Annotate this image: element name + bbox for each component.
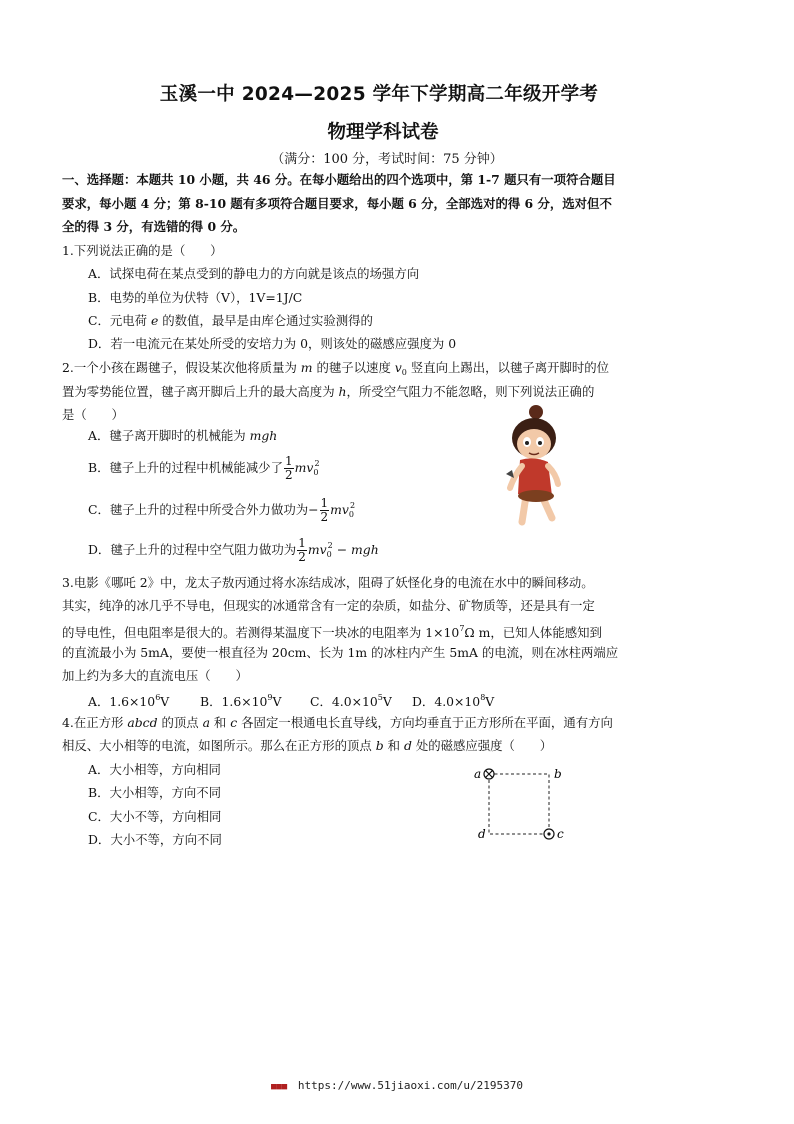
q3-text: Ω m，已知人体能感知到: [464, 625, 602, 640]
q4-var-b: b: [375, 738, 384, 753]
q3-option-d: [412, 692, 494, 710]
vertex-label-a: a: [474, 767, 482, 781]
q3-b-base: B．1.6×10: [200, 694, 268, 709]
q4-text: 处的磁感应强度（ ）: [411, 738, 553, 753]
expr-sub: 0: [348, 510, 354, 519]
frac-den: 2: [298, 550, 306, 564]
q2-text: 的毽子以速度: [312, 360, 395, 375]
q2-var-v: v: [394, 360, 402, 375]
q3-c-unit: V: [382, 694, 392, 709]
q2-option-c-text: C．毽子上升的过程中所受合外力做功为: [88, 502, 309, 517]
q2-text: 竖直向上踢出，以毽子离开脚时的位: [406, 360, 610, 375]
q3-stem-line3: [62, 621, 602, 641]
footer-url-link[interactable]: https://www.51jiaoxi.com/u/2195370: [297, 1079, 524, 1092]
q3-c-sup: 5: [377, 693, 383, 702]
q3-stem-line1: 3.电影《哪吒 2》中，龙太子敖丙通过将水冻结成冰，阻碍了妖怪化身的电流在水中的瞬间移动。: [62, 575, 594, 590]
vertex-label-c: c: [557, 827, 564, 841]
q2-var-sub: 0: [401, 368, 407, 377]
expr-sup: 2: [314, 459, 320, 468]
q2-option-d-text: D．毽子上升的过程中空气阻力做功为: [88, 542, 297, 557]
fraction-half: [320, 497, 330, 524]
q4-var-abcd: abcd: [127, 715, 158, 730]
footer-logo: ■■■: [270, 1082, 288, 1092]
q4-text: 和: [383, 738, 404, 753]
q1-option-d: D．若一电流元在某处所受的安培力为 0，则该处的磁感应强度为 0: [88, 336, 457, 351]
q2-option-a-expr: mgh: [249, 428, 278, 443]
q3-a-sup: 6: [155, 693, 161, 702]
q4-text: 各固定一根通电长直导线，方向均垂直于正方形所在平面，通有方向: [237, 715, 613, 730]
exam-meta: （满分：100 分，考试时间：75 分钟）: [271, 152, 503, 167]
q4-option-b: B．大小相等，方向不同: [88, 785, 222, 800]
q3-d-sup: 8: [480, 693, 486, 702]
vertex-label-d: d: [478, 827, 486, 841]
q1-option-a: A．试探电荷在某点受到的静电力的方向就是该点的场强方向: [88, 266, 420, 281]
q1-option-c-text1: C．元电荷: [88, 313, 151, 328]
page-title: 玉溪一中 2024—2025 学年下学期高二年级开学考: [159, 84, 599, 105]
vertex-label-b: b: [554, 767, 562, 781]
square-outline: [489, 774, 549, 834]
q3-stem-line5: 加上约为多大的直流电压（ ）: [62, 668, 248, 683]
hair-bun-icon: [529, 405, 543, 419]
q3-b-sup: 9: [267, 693, 273, 702]
frac-den: 2: [284, 468, 293, 482]
q3-b-unit: V: [272, 694, 282, 709]
dot-mark: [547, 832, 550, 835]
q4-text: 4.在正方形: [62, 715, 128, 730]
frac-num: 1: [298, 536, 306, 550]
q4-var-d: d: [403, 738, 412, 753]
q3-d-unit: V: [485, 694, 495, 709]
expr-mv: mv: [294, 460, 314, 475]
expr-sup: 2: [327, 541, 333, 550]
q4-stem-line2: [62, 738, 552, 754]
q4-var-a: a: [202, 715, 210, 730]
expr-mgh: − mgh: [332, 542, 379, 557]
q2-option-c: [88, 492, 355, 529]
q4-var-c: c: [230, 715, 238, 730]
section-instructions-line1: 一、选择题：本题共 10 小题，共 46 分。在每小题给出的四个选项中，第 1-7 题只有一项符合题目: [62, 172, 616, 187]
q2-text: ，所受空气阻力不能忽略，则下列说法正确的: [346, 384, 595, 399]
q1-option-c-text2: 的数值，最早是由库仑通过实验测得的: [158, 313, 373, 328]
q3-option-c: [310, 692, 392, 710]
q2-stem-line2: [62, 384, 594, 400]
q2-var-h: h: [338, 384, 347, 399]
expr-sub: 0: [326, 550, 332, 559]
pupil-right: [538, 441, 542, 445]
section-instructions-line2: 要求，每小题 4 分；第 8-10 题有多项符合题目要求，每小题 6 分，全部选对的得 6 分，选对但不: [62, 196, 612, 211]
fraction-half: [284, 455, 294, 482]
q3-d-base: D．4.0×10: [412, 694, 481, 709]
q4-option-d: D．大小不等，方向不同: [88, 832, 222, 847]
expr-sub: 0: [313, 468, 319, 477]
q2-stem-line3: 是（ ）: [62, 407, 124, 422]
q4-option-c: C．大小不等，方向相同: [88, 809, 222, 824]
q4-text: 和: [209, 715, 231, 730]
nezha-illustration: [496, 404, 576, 534]
q2-text: 置为零势能位置，毽子离开脚后上升的最大高度为: [62, 384, 339, 399]
q1-option-c-var: e: [150, 313, 159, 328]
q2-option-a-text: A．毽子离开脚时的机械能为: [88, 428, 250, 443]
q3-c-base: C．4.0×10: [310, 694, 378, 709]
q3-stem-line2: 其实，纯净的冰几乎不导电，但现实的冰通常含有一定的杂质，如盐分、矿物质等，还是具有一定: [62, 598, 595, 613]
q2-option-d: [88, 532, 379, 569]
expr-mv: mv: [330, 502, 349, 517]
q2-stem-line1: [62, 360, 609, 381]
q2-text: 2.一个小孩在踢毽子，假设某次他将质量为: [62, 360, 301, 375]
q1-option-b: B．电势的单位为伏特（V），1V=1J/C: [88, 290, 303, 305]
q3-text: 的导电性，但电阻率是很大的。若测得某温度下一块冰的电阻率为 1×10: [62, 625, 460, 640]
expr-minus: −: [308, 502, 319, 517]
q2-option-b: [88, 450, 320, 487]
expr-sup: 2: [350, 501, 356, 510]
q2-option-a: [88, 428, 277, 444]
q3-option-b: [200, 692, 281, 710]
pupil-left: [525, 441, 529, 445]
q4-stem-line1: [62, 715, 613, 731]
q3-option-a: [88, 692, 169, 710]
frac-den: 2: [320, 510, 329, 524]
page-subtitle: 物理学科试卷: [327, 122, 439, 143]
belt-shape: [518, 490, 554, 502]
frac-num: 1: [320, 496, 329, 510]
q3-a-unit: V: [160, 694, 170, 709]
q1-option-c: [88, 313, 373, 329]
square-wire-diagram: [466, 758, 576, 848]
q3-sup: 7: [459, 624, 465, 633]
frac-num: 1: [284, 454, 293, 468]
section-instructions-line3: 全的得 3 分，有选错的得 0 分。: [62, 219, 246, 234]
q4-text: 的顶点: [157, 715, 203, 730]
q4-option-a: A．大小相等，方向相同: [88, 762, 221, 777]
expr-mv: mv: [307, 542, 327, 557]
q2-option-b-text: B．毽子上升的过程中机械能减少了: [88, 460, 283, 475]
q3-a-base: A．1.6×10: [88, 694, 156, 709]
page-footer: [0, 1079, 794, 1092]
shuttlecock-icon: [506, 470, 514, 478]
q3-stem-line4: 的直流最小为 5mA，要使一根直径为 20cm、长为 1m 的冰柱内产生 5mA 的电流，则在冰柱两端应: [62, 645, 619, 660]
q1-stem: 1.下列说法正确的是（ ）: [62, 243, 223, 258]
fraction-half: [297, 537, 307, 564]
q4-text: 相反、大小相等的电流，如图所示。那么在正方形的顶点: [62, 738, 376, 753]
q2-var-m: m: [300, 360, 313, 375]
